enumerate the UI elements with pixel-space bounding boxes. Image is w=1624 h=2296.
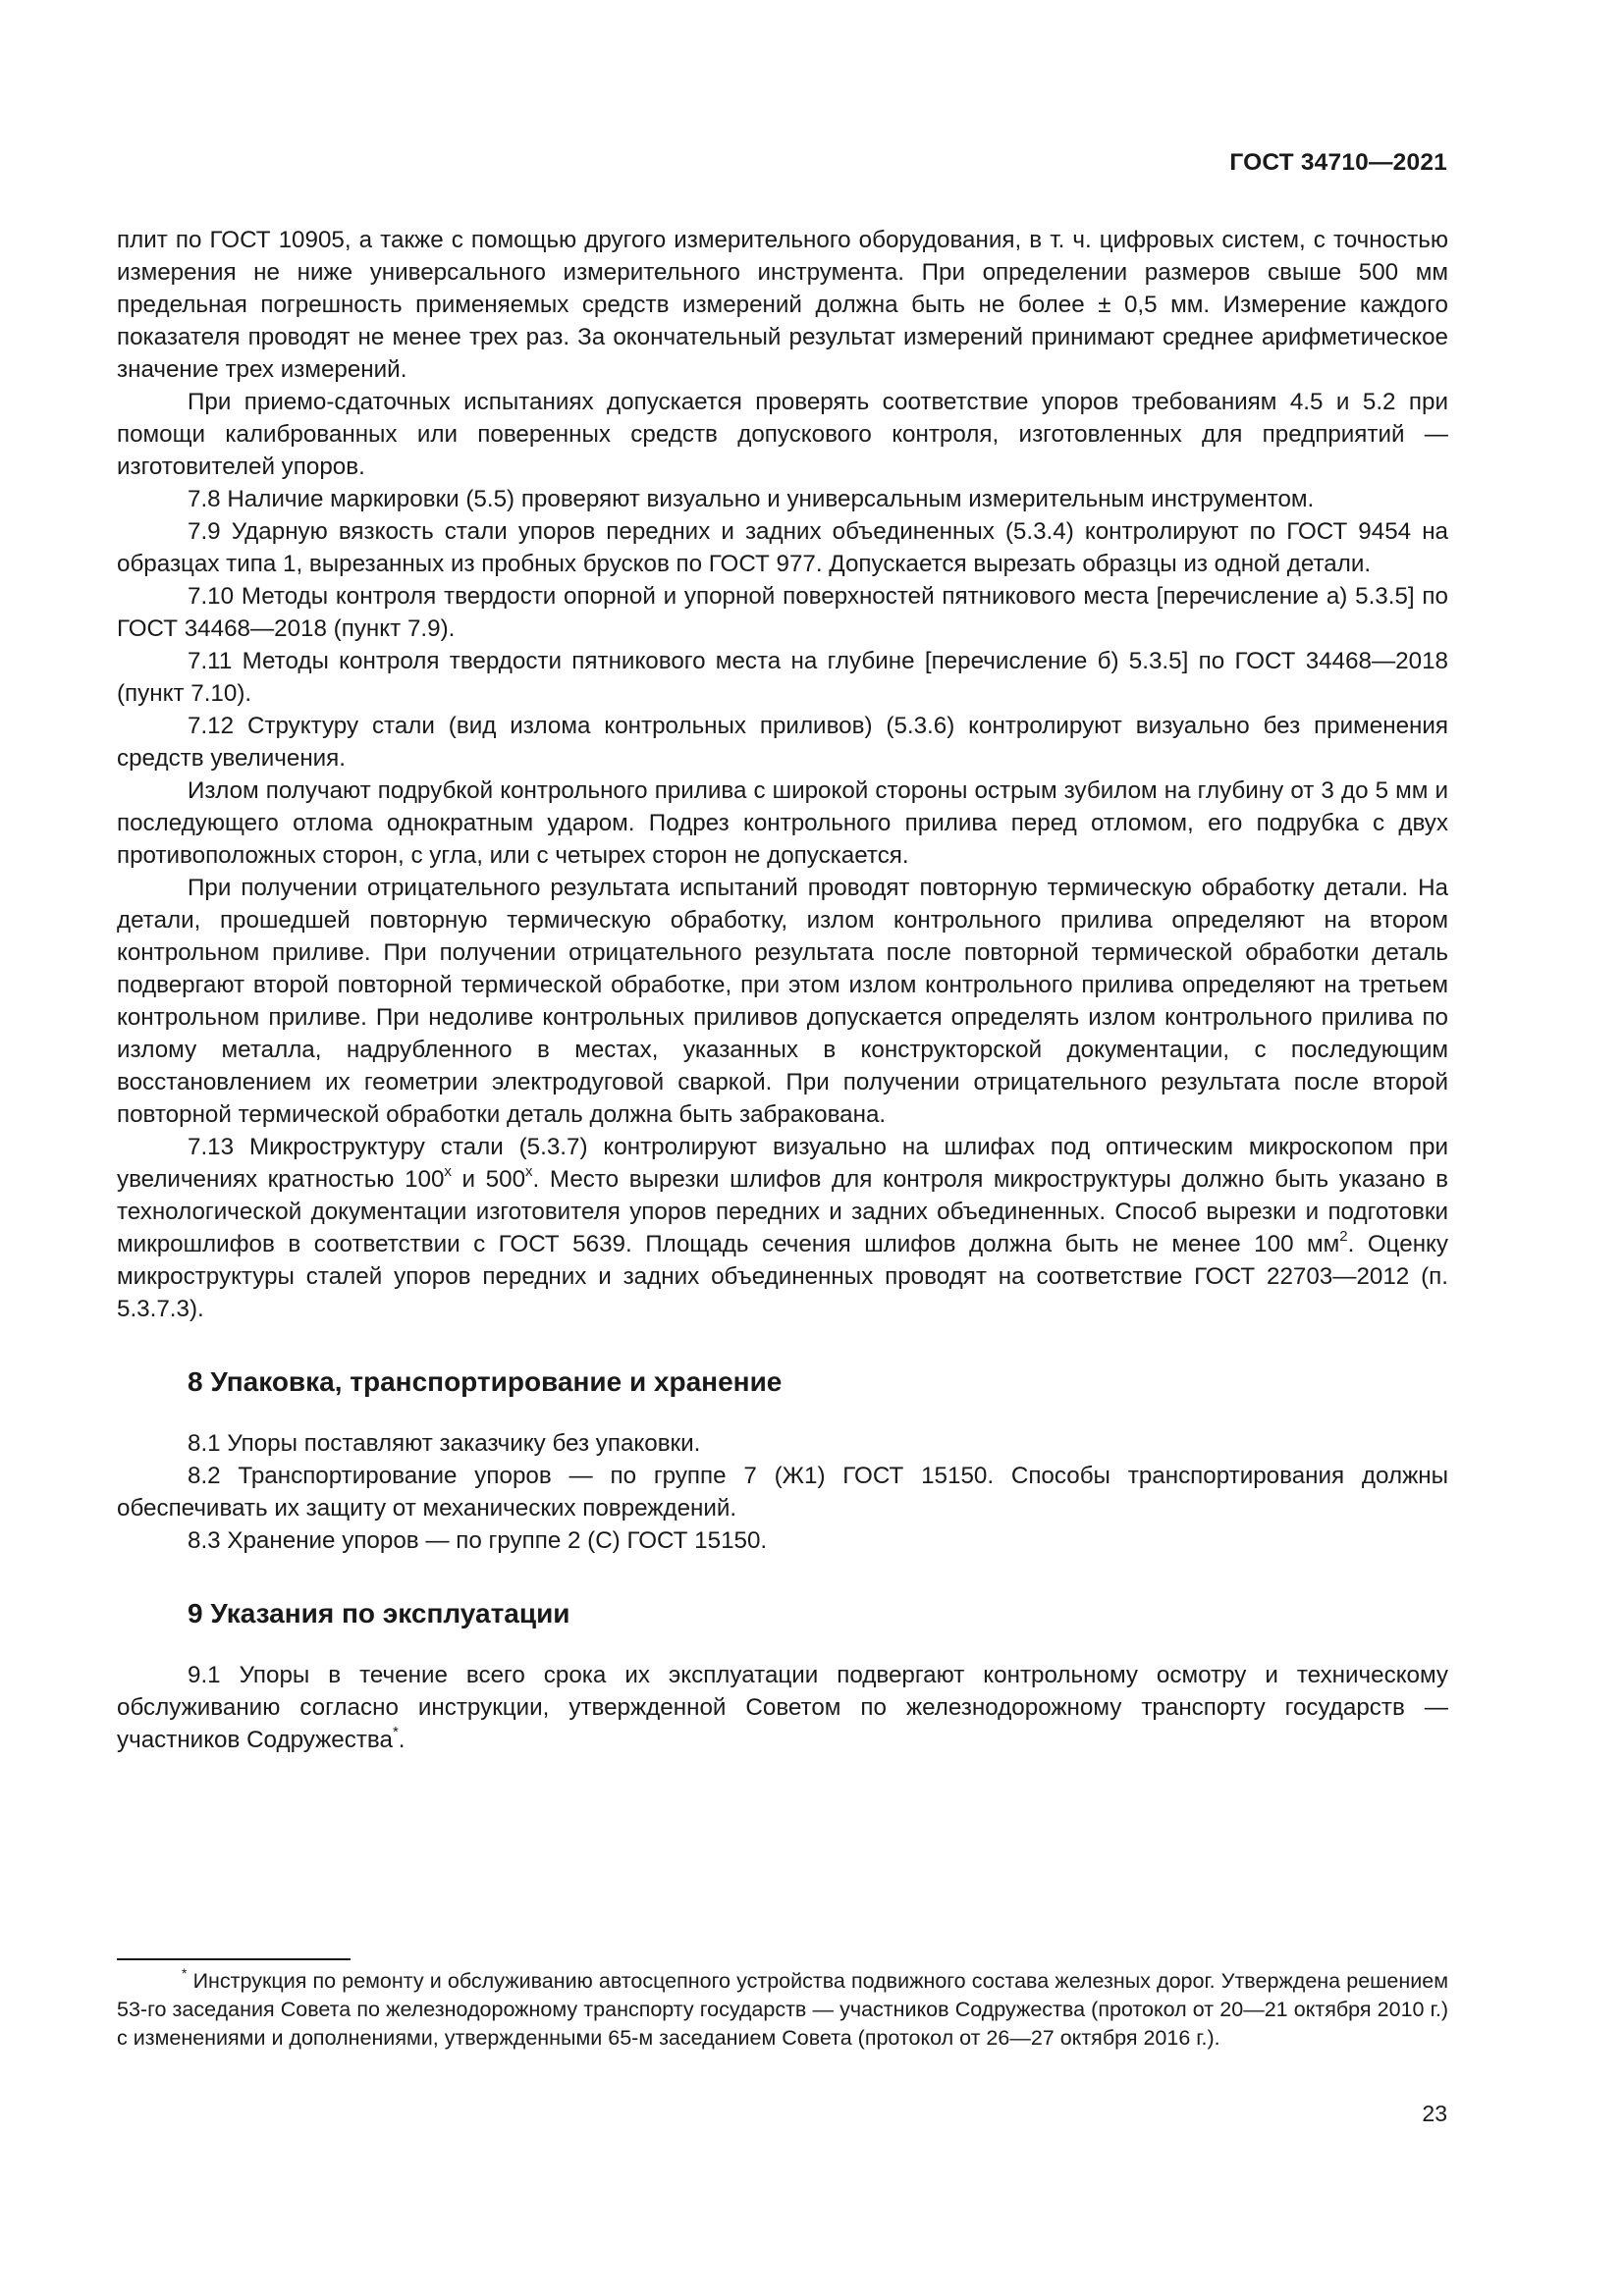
footnote — [117, 1964, 1448, 2053]
paragraph-fracture: Излом получают подрубкой контрольного прилива с широкой стороны острым зубилом на глубину от 3 до 5 мм и последующего отлома однократным ударом. Подрез контрольного прилива перед отломом, его подрубка с двух противоположных сторон, с угла, или с четырех сторон не допускается. — [117, 777, 1448, 869]
p713-part3: . Место вырезки шлифов для контроля микроструктуры должно быть указано в технологической документации изготовителя упоров передних и задних объединенных. Способ вырезки и подготовки микрошлифов в соответствии с ГОСТ 5639. Площадь сечения шлифов должна быть не менее 100 мм — [117, 1166, 1448, 1257]
paragraph-8-2: 8.2 Транспортирование упоров — по группе 7 (Ж1) ГОСТ 15150. Способы транспортирования должны обеспечивать их защиту от механических повреждений. — [117, 1463, 1448, 1522]
footnote-ref-mark: * — [392, 1723, 399, 1740]
paragraph-7-8: 7.8 Наличие маркировки (5.5) проверяют визуально и универсальным измерительным инструментом. — [188, 486, 1315, 512]
paragraph-7-13 — [117, 1131, 1448, 1325]
footnote-text — [117, 1964, 1448, 2053]
p713-part1: 7.13 Микроструктуру стали (5.3.7) контролируют визуально на шлифах под оптическим микроскопом при увеличениях кратностью 100 — [117, 1134, 1448, 1193]
paragraph-continuation: плит по ГОСТ 10905, а также с помощью другого измерительного оборудования, в т. ч. цифровых систем, с точностью измерения не ниже универсального измерительного инструмента. При определении размеров свыше 500 мм предельная погрешность применяемых средств измерений должна быть не более ± 0,5 мм. Измерение каждого показателя проводят не менее трех раз. За окончательный результат измерений принимают среднее арифметическое значение трех измерений. — [117, 227, 1448, 383]
p91-end: . — [398, 1727, 406, 1753]
footnote-mark: * — [182, 1964, 188, 1981]
p713-part4: . Оценку микроструктуры сталей упоров передних и задних объединенных проводят на соответствие ГОСТ 22703—2012 (п. 5.3.7.3). — [117, 1231, 1448, 1322]
footnote-body: Инструкция по ремонту и обслуживанию автосцепного устройства подвижного состава железных дорог. Утверждена решением 53-го заседания Совета по железнодорожному транспорту государств — участников Содружества (протокол от 20—21 октября 2010 г.) с изменениями и дополнениями, утвержденными 65-м заседанием Совета (протокол от 26—27 октября 2016 г.). — [117, 1969, 1448, 2050]
page-number: 23 — [1422, 2101, 1447, 2126]
document-code: ГОСТ 34710—2021 — [1229, 149, 1447, 176]
page-body — [117, 224, 1448, 1756]
p713-sup1: х — [444, 1162, 452, 1180]
footnote-divider — [117, 1958, 351, 1960]
p713-sup2: х — [525, 1162, 533, 1180]
paragraph-8-1: 8.1 Упоры поставляют заказчику без упаковки. — [188, 1430, 701, 1457]
paragraph-7-9: 7.9 Ударную вязкость стали упоров передних и задних объединенных (5.3.4) контролируют по ГОСТ 9454 на образцах типа 1, вырезанных из пробных брусков по ГОСТ 977. Допускается вырезать образцы из одной детали. — [117, 518, 1448, 577]
spacer — [117, 1557, 1448, 1596]
paragraph-negative-result: При получении отрицательного результата испытаний проводят повторную термическую обработку детали. На детали, прошедшей повторную термическую обработку, излом контрольного прилива определяют на втором контрольном приливе. При получении отрицательного результата после повторной термической обработки деталь подвергают второй повторной термической обработке, при этом излом контрольного прилива определяют на третьем контрольном приливе. При недоливе контрольных приливов допускается определять излом контрольного прилива по излому металла, надрубленного в местах, указанных в конструкторской документации, с последующим восстановлением их геометрии электродуговой сваркой. При получении отрицательного результата после второй повторной термической обработки деталь должна быть забракована. — [117, 875, 1448, 1128]
spacer — [117, 1400, 1448, 1427]
paragraph-9-1 — [117, 1659, 1448, 1756]
paragraph-7-12: 7.12 Структуру стали (вид излома контрольных приливов) (5.3.6) контролируют визуально без применения средств увеличения. — [117, 713, 1448, 772]
spacer — [117, 1325, 1448, 1364]
p713-sup3: 2 — [1339, 1227, 1348, 1245]
spacer — [117, 1631, 1448, 1659]
section-8-heading: 8 Упаковка, транспортирование и хранение — [188, 1366, 783, 1397]
paragraph-8-3: 8.3 Хранение упоров — по группе 2 (С) ГОСТ 15150. — [188, 1527, 768, 1554]
paragraph-7-10: 7.10 Методы контроля твердости опорной и упорной поверхностей пятникового места [перечисление а) 5.3.5] по ГОСТ 34468—2018 (пункт 7.9). — [117, 583, 1448, 642]
paragraph-7-11: 7.11 Методы контроля твердости пятникового места на глубине [перечисление б) 5.3.5] по ГОСТ 34468—2018 (пункт 7.10). — [117, 648, 1448, 707]
section-9-heading: 9 Указания по эксплуатации — [188, 1598, 570, 1629]
p713-part2: и 500 — [451, 1166, 526, 1193]
paragraph-acceptance-tests: При приемо-сдаточных испытаниях допускается проверять соответствие упоров требованиям 4.5 и 5.2 при помощи калиброванных или поверенных средств допускового контроля, изготовленных для предприятий — изготовителей упоров. — [117, 389, 1448, 480]
p91-text: 9.1 Упоры в течение всего срока их эксплуатации подвергают контрольному осмотру и техническому обслуживанию согласно инструкции, утвержденной Советом по железнодорожному транспорту государств — участников Содружества — [117, 1662, 1448, 1753]
